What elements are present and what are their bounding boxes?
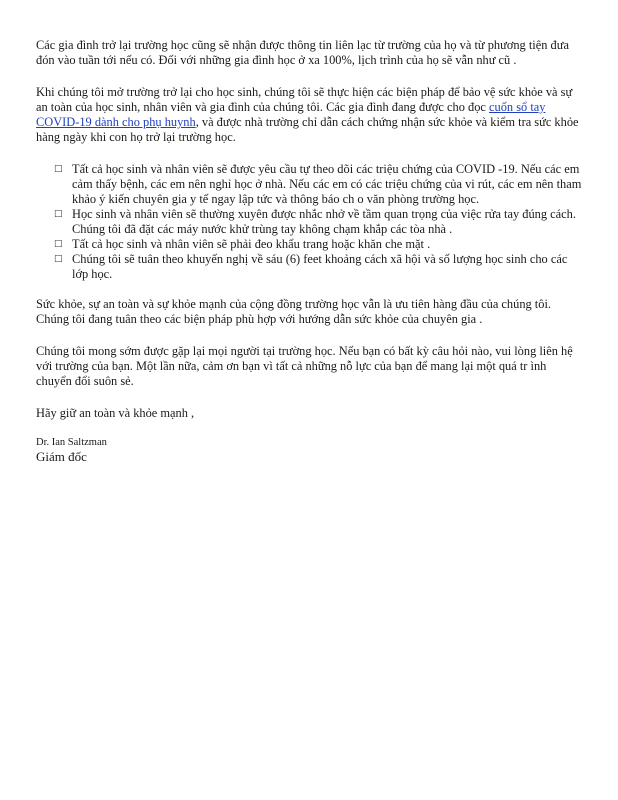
paragraph-reopening-measures (36, 85, 584, 145)
bullet-icon: □ (54, 164, 63, 174)
list-item (36, 252, 584, 282)
closing-line: Hãy giữ an toàn và khỏe mạnh , (36, 406, 195, 420)
bullet-icon: □ (54, 209, 63, 219)
list-item-text: Tất cả học sinh và nhân viên sẽ được yêu cầu tự theo dõi các triệu chứng của COVID -19. Nếu các em cảm thấy bệnh, các em nên nghỉ học ở nhà. Nếu các em có các triệu chứng của vi rút, các em nên tham khảo ý kiến chuyên gia y tế ngay lập tức và thông báo ch o văn phòng trường học. (72, 162, 582, 206)
list-item-text: Học sinh và nhân viên sẽ thường xuyên được nhắc nhở về tầm quan trọng của việc rửa tay đúng cách. Chúng tôi đã đặt các máy nước khử trùng tay không chạm khắp các tòa nhà . (72, 207, 576, 236)
paragraph-contact: Chúng tôi mong sớm được gặp lại mọi người tại trường học. Nếu bạn có bất kỳ câu hỏi nào, vui lòng liên hệ với trường của bạn. Một lần nữa, cảm ơn bạn vì tất cả những nỗ lực của bạn để mang lại một quá tr ình chuyển đổi suôn sẻ. (36, 344, 573, 388)
paragraph-health-priority: Sức khỏe, sự an toàn và sự khỏe mạnh của cộng đồng trường học vẫn là ưu tiên hàng đầu của chúng tôi. Chúng tôi đang tuân theo các biện pháp phù hợp với hướng dẫn sức khỏe của chuyên gia . (36, 297, 551, 326)
signature-title: Giám đốc (36, 449, 87, 464)
signature-name: Dr. Ian Saltzman (36, 437, 107, 448)
paragraph-transport-info: Các gia đình trở lại trường học cũng sẽ nhận được thông tin liên lạc từ trường của họ và từ phương tiện đưa đón vào tuần tới nếu có. Đối với những gia đình học ở xa 100%, lịch trình của họ sẽ vẫn như cũ . (36, 38, 569, 67)
list-item (36, 237, 584, 252)
bullet-icon: □ (54, 239, 63, 249)
paragraph-reopening-text-before: Khi chúng tôi mở trường trở lại cho học sinh, chúng tôi sẽ thực hiện các biện pháp để bảo vệ sức khỏe và sự an toàn của học sinh, nhân viên và gia đình của chúng tôi. Các gia đình đang được cho đọc (36, 85, 573, 114)
list-item (36, 162, 584, 207)
measures-list (36, 162, 584, 282)
list-item-text: Tất cả học sinh và nhân viên sẽ phải đeo khẩu trang hoặc khăn che mặt . (72, 237, 431, 251)
paragraph-reopening-text-after: , và được nhà trường chỉ dẫn cách chứng nhận sức khỏe và kiểm tra sức khỏe hàng ngày khi con họ trở lại trường học. (36, 115, 579, 144)
letter-body (36, 38, 584, 464)
list-item (36, 207, 584, 237)
covid-handbook-link[interactable]: cuốn sổ tay COVID-19 dành cho phụ huynh (36, 100, 546, 129)
bullet-icon: □ (54, 254, 63, 264)
list-item-text: Chúng tôi sẽ tuân theo khuyến nghị về sáu (6) feet khoảng cách xã hội và số lượng học sinh cho các lớp học. (72, 252, 568, 281)
